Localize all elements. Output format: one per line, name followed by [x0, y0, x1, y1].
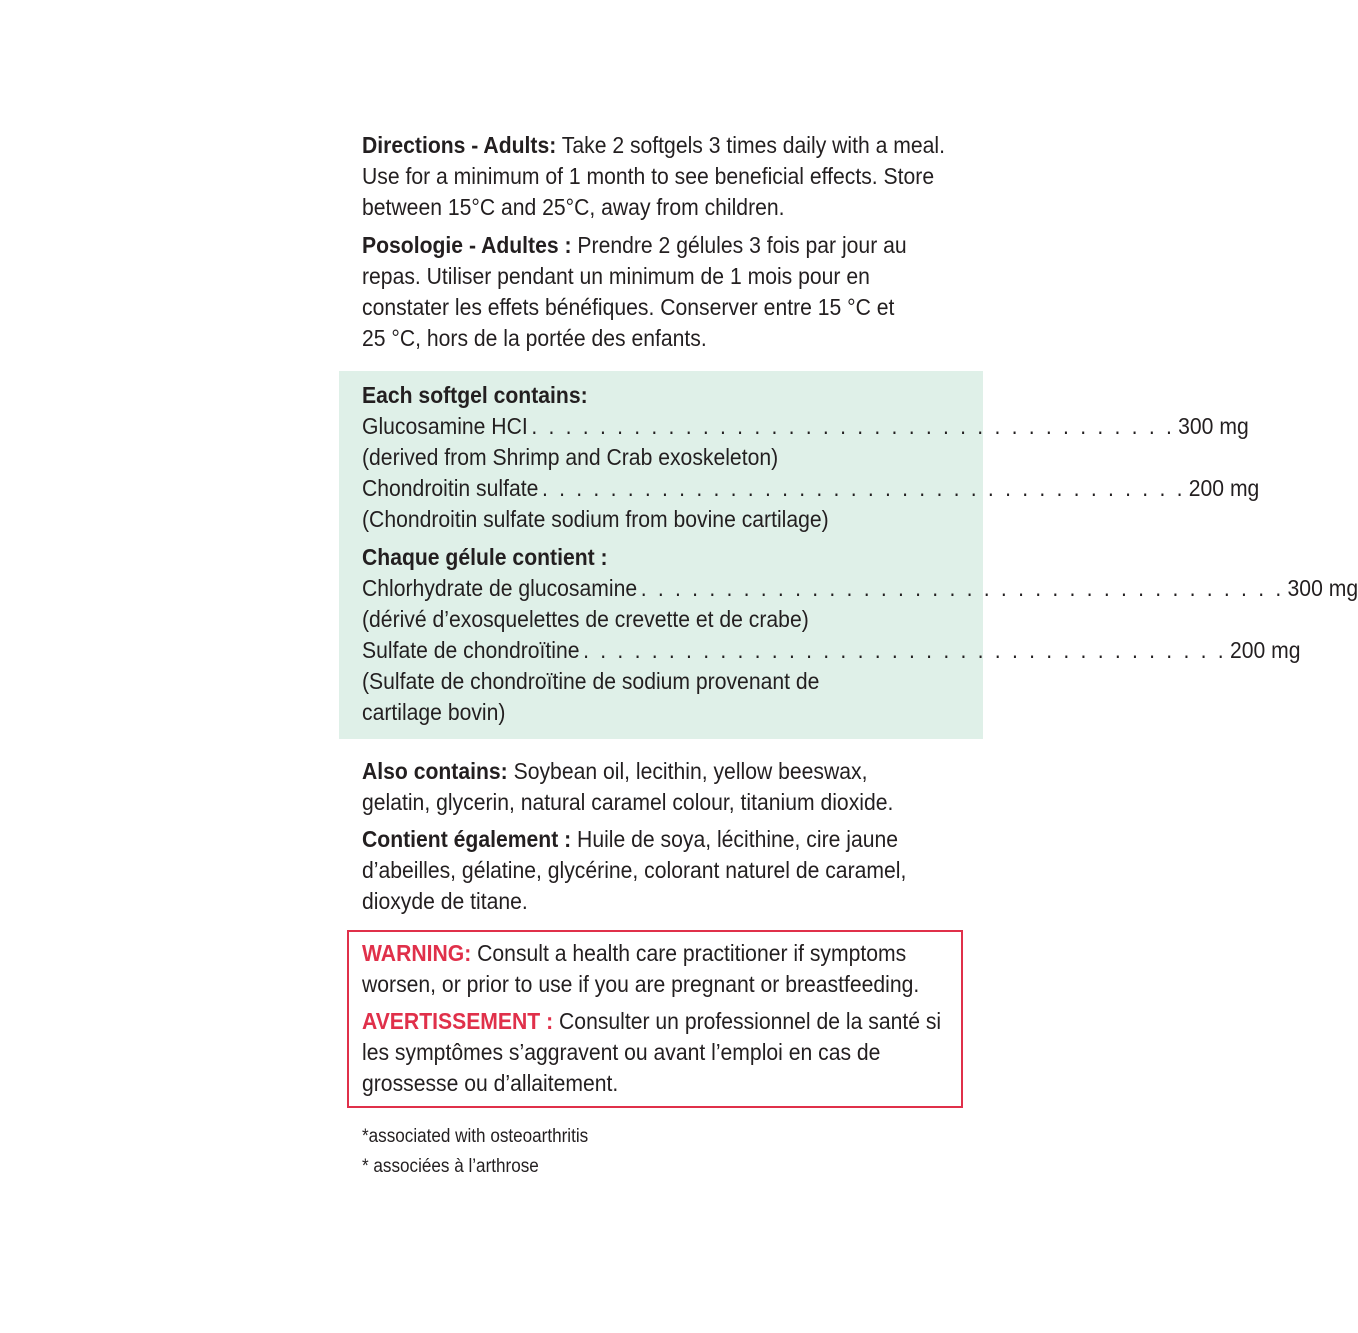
directions-fr [362, 230, 961, 354]
ingredient-name: Sulfate de chondroïtine [362, 637, 580, 663]
dot-leader: . . . . . . . . . . . . . . . . . . . . . . . . . . . . . . . . . . . . . . [541, 475, 1186, 501]
warning-fr-text: les symptômes s’aggravent ou avant l’emploi en cas de [362, 1039, 881, 1065]
ingredient-note: (derived from Shrimp and Crab exoskeleton) [362, 444, 779, 470]
warning-fr-text: Consulter un professionnel de la santé si [553, 1008, 942, 1034]
warning-fr-heading: AVERTISSEMENT : [362, 1008, 554, 1034]
ingredient-row [362, 411, 1249, 442]
footnote-en: *associated with osteoarthritis [362, 1126, 589, 1147]
ingredient-row [362, 473, 1260, 504]
ingredient-name: Chondroitin sulfate [362, 475, 539, 501]
warning-en [362, 938, 961, 1000]
also-contains-fr-text: d’abeilles, gélatine, glycérine, colorant naturel de caramel, [362, 857, 907, 883]
directions-en-text: Use for a minimum of 1 month to see beneficial effects. Store [362, 163, 935, 189]
also-contains-en [362, 756, 961, 818]
footnote-fr: * associées à l’arthrose [362, 1156, 539, 1177]
warning-en-heading: WARNING: [362, 940, 472, 966]
ingredients-fr-heading: Chaque gélule contient : [362, 544, 608, 570]
dot-leader: . . . . . . . . . . . . . . . . . . . . . . . . . . . . . . . . . . . . . . [531, 413, 1175, 439]
warning-fr [362, 1006, 961, 1099]
ingredient-name: Chlorhydrate de glucosamine [362, 575, 638, 601]
ingredient-amount: 200 mg [1188, 475, 1260, 501]
also-contains-fr-text: Huile de soya, lécithine, cire jaune [571, 826, 899, 852]
directions-fr-text: constater les effets bénéfiques. Conserver entre 15 °C et [362, 294, 895, 320]
ingredient-name: Glucosamine HCI [362, 413, 528, 439]
also-contains-en-heading: Also contains: [362, 758, 508, 784]
directions-en-heading: Directions - Adults: [362, 132, 557, 158]
also-contains-en-text: gelatin, glycerin, natural caramel colour, titanium dioxide. [362, 789, 894, 815]
warning-en-text: worsen, or prior to use if you are pregnant or breastfeeding. [362, 971, 920, 997]
directions-en-text: Take 2 softgels 3 times daily with a meal. [556, 132, 946, 158]
also-contains-fr [362, 824, 961, 917]
ingredient-amount: 300 mg [1287, 575, 1358, 601]
directions-en-text: between 15°C and 25°C, away from children. [362, 194, 785, 220]
dot-leader: . . . . . . . . . . . . . . . . . . . . . . . . . . . . . . . . . . . . . . [640, 575, 1284, 601]
also-contains-fr-text: dioxyde de titane. [362, 888, 528, 914]
ingredient-row [362, 573, 1358, 604]
also-contains-fr-heading: Contient également : [362, 826, 572, 852]
directions-fr-text: repas. Utiliser pendant un minimum de 1 mois pour en [362, 263, 870, 289]
ingredient-note: (Chondroitin sulfate sodium from bovine cartilage) [362, 506, 829, 532]
ingredients-list [362, 380, 1358, 728]
warning-en-text: Consult a health care practitioner if symptoms [471, 940, 907, 966]
ingredient-amount: 300 mg [1178, 413, 1249, 439]
ingredient-note: (dérivé d’exosquelettes de crevette et de crabe) [362, 606, 809, 632]
directions-en [362, 130, 961, 223]
ingredient-note: (Sulfate de chondroïtine de sodium provenant de [362, 668, 820, 694]
also-contains-en-text: Soybean oil, lecithin, yellow beeswax, [507, 758, 868, 784]
directions-fr-text: Prendre 2 gélules 3 fois par jour au [571, 232, 907, 258]
warning-fr-text: grossesse ou d’allaitement. [362, 1070, 619, 1096]
directions-fr-text: 25 °C, hors de la portée des enfants. [362, 325, 707, 351]
directions-fr-heading: Posologie - Adultes : [362, 232, 572, 258]
ingredient-note: cartilage bovin) [362, 699, 506, 725]
ingredient-row [362, 635, 1301, 666]
ingredient-amount: 200 mg [1229, 637, 1301, 663]
dot-leader: . . . . . . . . . . . . . . . . . . . . . . . . . . . . . . . . . . . . . . [583, 637, 1227, 663]
ingredients-en-heading: Each softgel contains: [362, 382, 588, 408]
